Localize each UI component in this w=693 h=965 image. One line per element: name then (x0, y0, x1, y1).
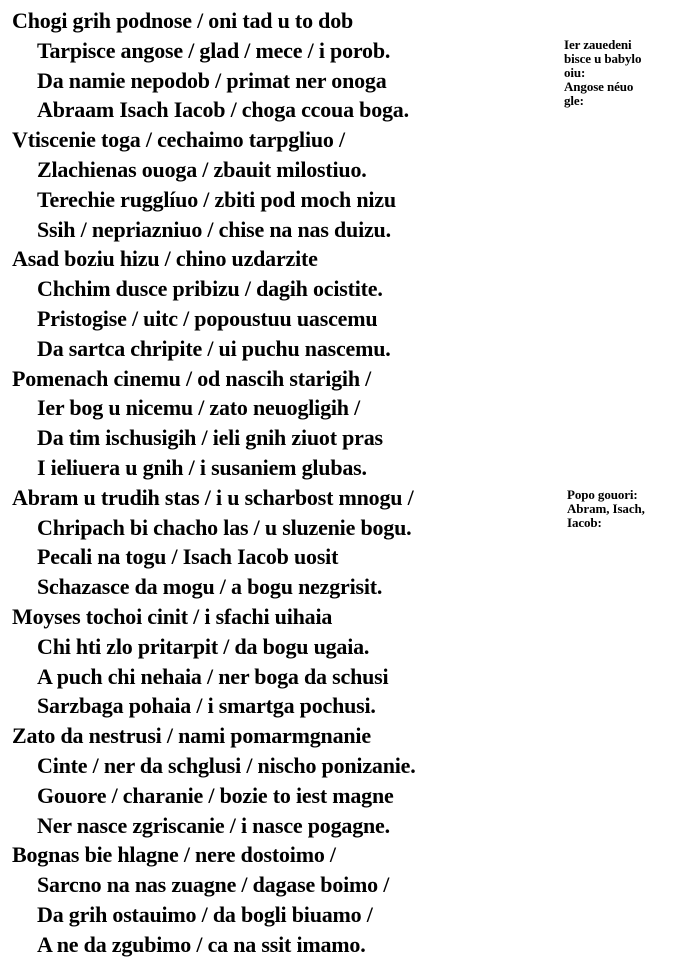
margin-note-line: Abram, Isach, (567, 501, 645, 516)
verse-line: Zato da nestrusi / nami pomarmgnanie (12, 723, 371, 749)
margin-note-line: Popo gouori: (567, 487, 638, 502)
verse-line: Abram u trudih stas / i u scharbost mnogu / (12, 484, 414, 510)
stanza (12, 721, 552, 840)
margin-note-line: bisce u babylo (564, 51, 642, 66)
verse-line: A ne da zgubimo / ca na ssit imamo. (37, 931, 366, 957)
margin-note-line: Iacob: (567, 515, 602, 530)
verse-line: Pristogise / uitc / popoustuu uascemu (37, 305, 378, 331)
verse-line: A puch chi nehaia / ner boga da schusi (37, 663, 389, 689)
verse-line: Bognas bie hlagne / nere dostoimo / (12, 842, 336, 868)
verse-line: Chripach bi chacho las / u sluzenie bogu. (37, 514, 412, 540)
poem-text (12, 6, 552, 960)
stanza (12, 6, 552, 125)
verse-line: Gouore / charanie / bozie to iest magne (37, 782, 394, 808)
verse-line: Sarcno na nas zuagne / dagase boimo / (37, 872, 390, 898)
verse-line: Ner nasce zgriscanie / i nasce pogagne. (37, 812, 390, 838)
verse-line: I ieliuera u gnih / i susaniem glubas. (37, 454, 367, 480)
margin-note-line: Angose néuo (564, 79, 634, 94)
verse-line: Moyses tochoi cinit / i sfachi uihaia (12, 603, 333, 629)
verse-line: Cinte / ner da schglusi / nischo ponizanie. (37, 752, 416, 778)
margin-note-line: Ier zauedeni (564, 37, 632, 52)
margin-note-line: gle: (564, 93, 584, 108)
verse-line: Asad boziu hizu / chino uzdarzite (12, 246, 318, 272)
verse-line: Vtiscenie toga / cechaimo tarpgliuo / (12, 127, 345, 153)
margin-note-captivity (564, 38, 641, 108)
margin-note-patriarchs (567, 488, 645, 530)
verse-line: Ssih / nepriazniuo / chise na nas duizu. (37, 216, 391, 242)
stanza (12, 602, 552, 721)
verse-line: Chchim dusce pribizu / dagih ocistite. (37, 276, 383, 302)
verse-line: Pecali na togu / Isach Iacob uosit (37, 544, 339, 570)
verse-line: Ier bog u nicemu / zato neuogligih / (37, 395, 361, 421)
verse-line: Chi hti zlo pritarpit / da bogu ugaia. (37, 633, 370, 659)
stanza (12, 483, 552, 602)
stanza (12, 125, 552, 244)
verse-line: Da tim ischusigih / ieli gnih ziuot pras (37, 425, 383, 451)
verse-line: Pomenach cinemu / od nascih starigih / (12, 365, 372, 391)
verse-line: Chogi grih podnose / oni tad u to dob (12, 8, 354, 33)
stanza (12, 244, 552, 363)
verse-line: Terechie rugglíuo / zbiti pod moch nizu (37, 186, 396, 212)
stanza (12, 364, 552, 483)
verse-line: Zlachienas ouoga / zbauit milostiuo. (37, 156, 367, 182)
verse-line: Da sartca chripite / ui puchu nascemu. (37, 335, 391, 361)
verse-line: Sarzbaga pohaia / i smartga pochusi. (37, 693, 376, 719)
verse-line: Tarpisce angose / glad / mece / i porob. (37, 37, 391, 63)
verse-line: Da namie nepodob / primat ner onoga (37, 67, 387, 93)
verse-line: Da grih ostauimo / da bogli biuamo / (37, 901, 373, 927)
stanza (12, 840, 552, 959)
margin-note-line: oiu: (564, 65, 586, 80)
verse-line: Abraam Isach Iacob / choga ccoua boga. (37, 97, 409, 123)
verse-line: Schazasce da mogu / a bogu nezgrisit. (37, 574, 383, 600)
